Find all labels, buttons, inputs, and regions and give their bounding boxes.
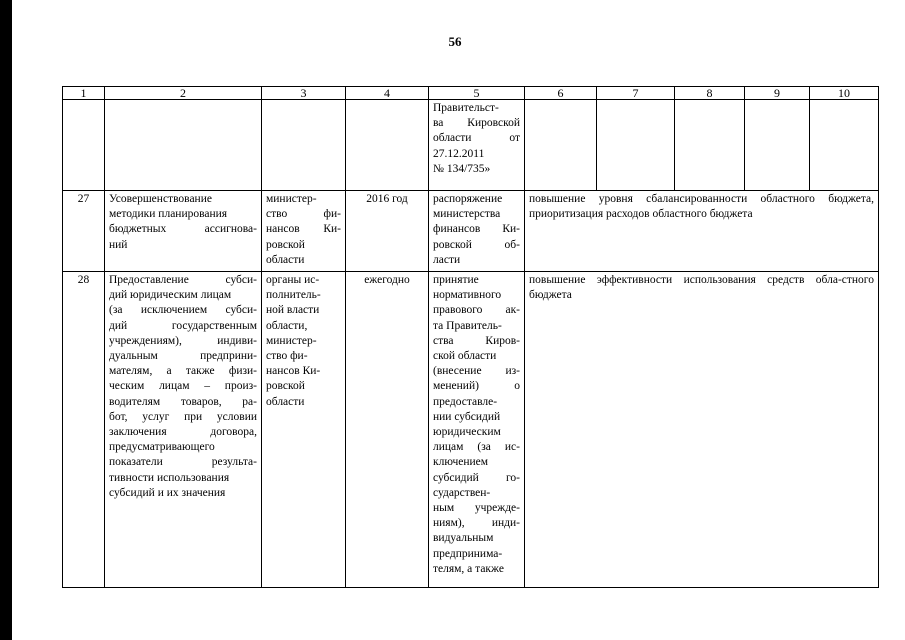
text-line: предоставле-	[433, 395, 498, 408]
cell-num: 27	[63, 191, 105, 272]
text-line: ство фи-	[266, 350, 308, 363]
plan-table	[62, 86, 879, 588]
cell-document	[429, 100, 525, 191]
text-line: водителям товаров, ра-	[109, 395, 257, 408]
text-line: методики планирования	[109, 208, 228, 221]
table-row	[63, 272, 879, 588]
text-line: ний	[109, 238, 128, 251]
cell-result: повышение уровня сбалансированности областного бюджета, приоритизация расходов областного бюджета	[525, 191, 879, 272]
scan-left-edge	[0, 0, 12, 640]
text-line: показатели результа-	[109, 456, 257, 469]
text-line: менений) о	[433, 380, 520, 393]
text-line: нансов Ки-	[266, 365, 321, 378]
text-line: принятие	[433, 274, 479, 286]
text-line: ровской	[266, 380, 305, 393]
text-line: Усовершенствование	[109, 193, 212, 205]
cell-result	[525, 100, 597, 191]
text-line: ключением	[433, 456, 489, 469]
text-line: ровской	[266, 238, 305, 251]
col-header: 5	[429, 87, 525, 100]
text-line: ласти	[433, 253, 461, 266]
text-line: ровской об-	[433, 238, 520, 251]
col-header: 4	[346, 87, 429, 100]
cell-document	[429, 191, 525, 272]
text-line: (за исключением субси-	[109, 304, 257, 317]
text-line: правового ак-	[433, 304, 520, 317]
text-line: министер-	[266, 193, 317, 205]
cell-result: повышение эффективности использования средств обла-стного бюджета	[525, 272, 879, 588]
cell-deadline	[346, 100, 429, 191]
col-header: 9	[745, 87, 810, 100]
col-header: 3	[262, 87, 346, 100]
text-line: нии субсидий	[433, 410, 501, 423]
text-line: субсидий го-	[433, 471, 520, 484]
text-line: Правительст-	[433, 102, 499, 114]
cell-result	[810, 100, 879, 191]
cell-measure	[105, 100, 262, 191]
text-line: предусматривающего	[109, 441, 215, 454]
text-line: области от	[433, 132, 520, 145]
col-header: 7	[597, 87, 675, 100]
text-line: министер-	[266, 334, 317, 347]
col-header: 1	[63, 87, 105, 100]
text-line: учреждениям), индиви-	[109, 334, 257, 347]
cell-result	[745, 100, 810, 191]
text-line: органы ис-	[266, 274, 320, 286]
cell-result	[675, 100, 745, 191]
text-line: ва Кировской	[433, 117, 520, 130]
cell-num	[63, 100, 105, 191]
page-number: 56	[448, 34, 462, 49]
text-line: ной власти	[266, 304, 320, 317]
cell-num: 28	[63, 272, 105, 588]
cell-deadline: 2016 год	[346, 191, 429, 272]
text-line: телям, а также	[433, 562, 504, 575]
continuation-row	[63, 100, 879, 191]
text-line: области	[266, 395, 305, 408]
text-line: заключения договора,	[109, 426, 257, 439]
text-line: ства Киров-	[433, 334, 520, 347]
cell-deadline: ежегодно	[346, 272, 429, 588]
text-line: тивности использования	[109, 471, 230, 484]
text-line: видуальным	[433, 532, 494, 545]
text-line: ческим лицам – произ-	[109, 380, 257, 393]
text-line: та Правитель-	[433, 319, 502, 332]
column-number-row	[63, 87, 879, 100]
cell-measure	[105, 272, 262, 588]
col-header: 8	[675, 87, 745, 100]
text-line: субсидий и их значения	[109, 486, 226, 499]
cell-measure	[105, 191, 262, 272]
text-line: финансов Ки-	[433, 223, 520, 236]
text-line: дий государственным	[109, 319, 257, 332]
text-line: ниям), инди-	[433, 517, 520, 530]
text-line: (внесение из-	[433, 365, 520, 378]
text-line: распоряжение	[433, 193, 503, 205]
text-line: полнитель-	[266, 289, 321, 302]
col-header: 2	[105, 87, 262, 100]
text-line: области,	[266, 319, 308, 332]
text-line: мателям, а также физи-	[109, 365, 257, 378]
cell-result	[597, 100, 675, 191]
text-line: № 134/735»	[433, 162, 491, 175]
text-line: лицам (за ис-	[433, 441, 520, 454]
col-header: 6	[525, 87, 597, 100]
text-line: дий юридическим лицам	[109, 289, 232, 302]
table-row	[63, 191, 879, 272]
text-line: министерства	[433, 208, 501, 221]
cell-executor	[262, 272, 346, 588]
text-line: бот, услуг при условии	[109, 410, 257, 423]
text-line: предпринима-	[433, 547, 503, 560]
cell-executor	[262, 100, 346, 191]
text-line: нормативного	[433, 289, 502, 302]
text-line: дуальным предприни-	[109, 350, 257, 363]
col-header: 10	[810, 87, 879, 100]
text-line: области	[266, 253, 305, 266]
text-line: 27.12.2011	[433, 147, 485, 160]
text-line: ным учрежде-	[433, 502, 520, 515]
text-line: сударствен-	[433, 486, 491, 499]
text-line: ской области	[433, 350, 497, 363]
text-line: Предоставление субси-	[109, 274, 257, 286]
cell-executor	[262, 191, 346, 272]
text-line: бюджетных ассигнова-	[109, 223, 257, 236]
text-line: ство фи-	[266, 208, 341, 221]
text-line: нансов Ки-	[266, 223, 341, 236]
cell-document	[429, 272, 525, 588]
text-line: юридическим	[433, 426, 501, 439]
